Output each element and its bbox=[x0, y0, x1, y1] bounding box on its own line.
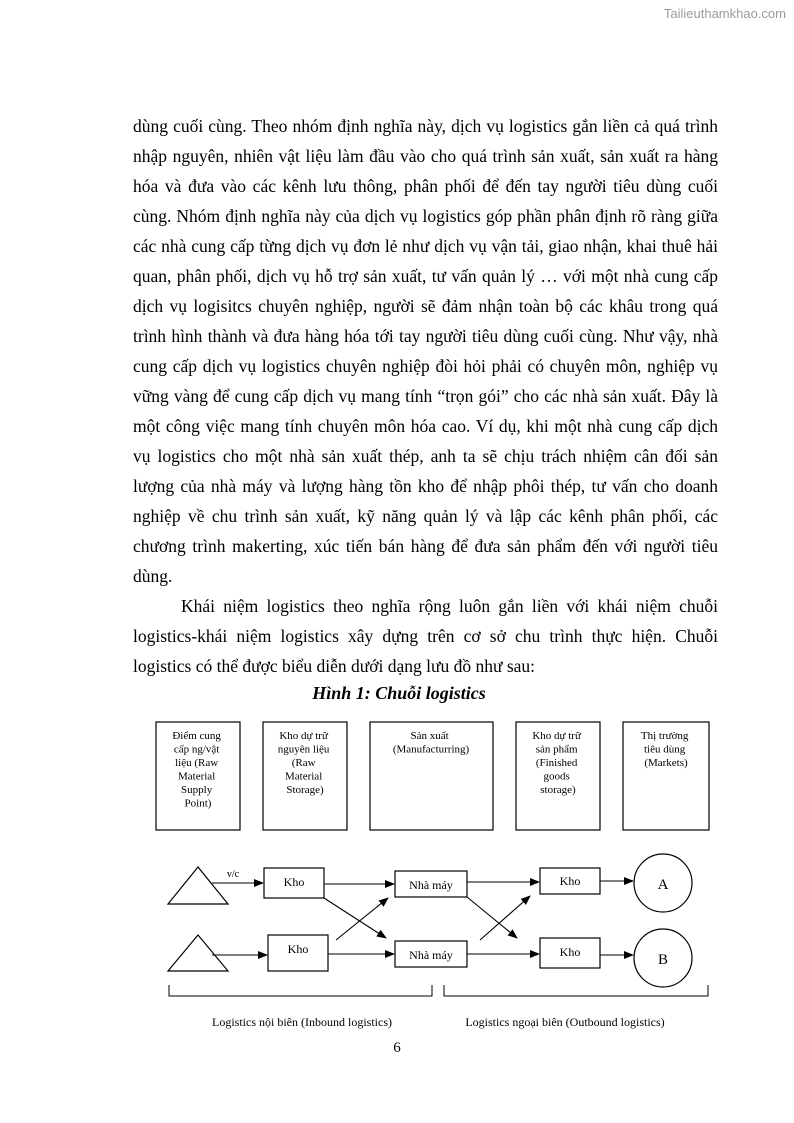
transport-label: v/c bbox=[226, 869, 240, 880]
paragraph-2: Khái niệm logistics theo nghĩa rộng luôn gắn liền với khái niệm chuỗi logistics-khái niệm logistics xây dựng trên cơ sở chu trình thực hiện. Chuỗi logistics có thể được biểu diễn dưới dạng lưu đồ như sau: bbox=[133, 596, 718, 676]
stage-manufacturing-text: Sản xuất (Manufacturring) bbox=[392, 730, 470, 756]
arrow-warehouse-top-to-factory-bottom bbox=[324, 898, 386, 938]
stage-supply-text: Điểm cung cấp ng/vật liệu (Raw Material Supply Point) bbox=[172, 730, 221, 810]
supply-point-top-icon bbox=[168, 867, 228, 904]
stage-markets-text: Thị trường tiêu dùng (Markets) bbox=[640, 730, 689, 769]
paragraph-1: dùng cuối cùng. Theo nhóm định nghĩa này, dịch vụ logistics gắn liền cả quá trình nhập nguyên, nhiên vật liệu làm đầu vào cho quá trình sản xuất, sản xuất ra hàng hóa và đưa vào các kênh lưu thông, phân phối để đến tay người tiêu dùng cuối cùng. Nhóm định nghĩa này của dịch vụ logistics góp phần phân định rõ ràng giữa các nhà cung cấp từng dịch vụ đơn lẻ như dịch vụ vận tải, giao nhận, khai thuê hải quan, phân phối, dịch vụ hỗ trợ sản xuất, tư vấn quản lý … với một nhà cung cấp dịch vụ logisitcs chuyên nghiệp, người sẽ đảm nhận toàn bộ các khâu trong quá trình hình thành và đưa hàng hóa tới tay người tiêu dùng cuối cùng. Như vậy, nhà cung cấp dịch vụ logistics chuyên nghiệp đòi hỏi phải có chuyên môn, nghiệp vụ vững vàng để cung cấp dịch vụ mang tính “trọn gói” cho các nhà sản xuất. Đây là một công việc mang tính chuyên môn hóa cao. Ví dụ, khi một nhà cung cấp dịch vụ logistics cho một nhà sản xuất thép, anh ta sẽ chịu trách nhiệm cân đối sản lượng của nhà máy và lượng hàng tồn kho để nhập phôi thép, tư vấn cho doanh nghiệp về chu trình sản xuất, kỹ năng quản lý và lập các kênh phân phối, các chương trình makerting, xúc tiến bán hàng để đưa sản phẩm đến với người tiêu dùng. bbox=[133, 116, 718, 586]
finished-warehouse-top-label: Kho bbox=[559, 874, 581, 888]
factory-top-label: Nhà máy bbox=[409, 878, 453, 892]
market-b-label: B bbox=[657, 952, 669, 968]
watermark: Tailieuthamkhao.com bbox=[663, 6, 786, 21]
raw-warehouse-top-label: Kho bbox=[283, 875, 305, 889]
raw-warehouse-bottom-label: Kho bbox=[287, 942, 309, 956]
inbound-brace bbox=[169, 985, 432, 996]
market-a-label: A bbox=[657, 877, 669, 893]
page-number: 6 bbox=[393, 1040, 401, 1056]
outbound-label: Logistics ngoại biên (Outbound logistics) bbox=[465, 1015, 665, 1029]
factory-bottom-label: Nhà máy bbox=[409, 948, 453, 962]
inbound-label: Logistics nội biên (Inbound logistics) bbox=[212, 1015, 392, 1029]
figure-title: Hình 1: Chuỗi logistics bbox=[312, 683, 486, 703]
stage-raw-storage-text: Kho dự trữ nguyên liệu (Raw Material Storage) bbox=[277, 730, 330, 796]
stage-finished-storage-text: Kho dự trữ sản phẩm (Finished goods storage) bbox=[532, 730, 581, 796]
finished-warehouse-bottom-label: Kho bbox=[559, 945, 581, 959]
arrow-factory-bottom-to-warehouse-top bbox=[480, 896, 530, 940]
arrow-factory-top-to-warehouse-bottom bbox=[467, 897, 517, 938]
supply-point-bottom-icon bbox=[168, 935, 228, 971]
